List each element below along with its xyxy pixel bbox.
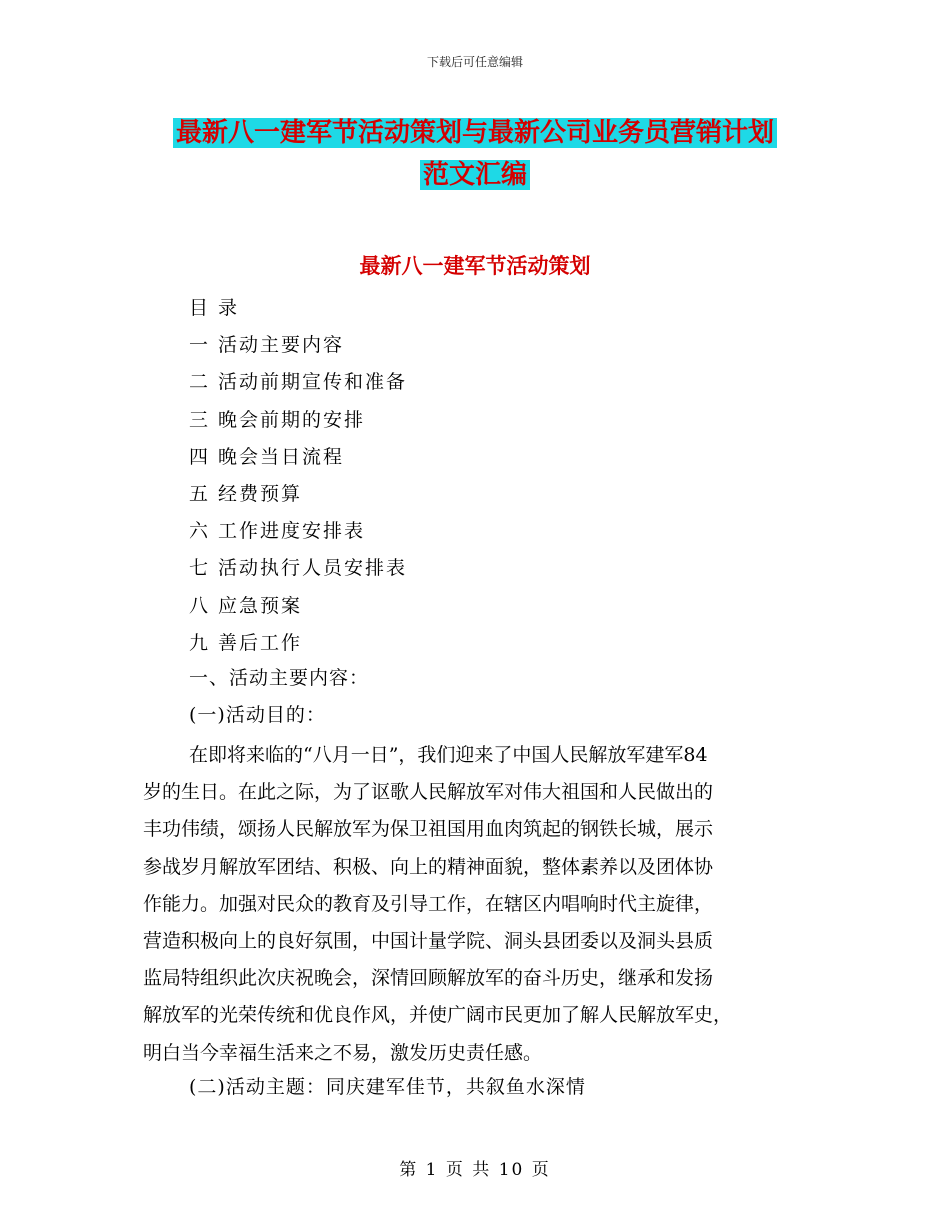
- toc-item: 九 善后工作: [189, 631, 303, 654]
- paragraph-line: 丰功伟绩，颂扬人民解放军为保卫祖国用血肉筑起的钢铁长城，展示: [143, 818, 714, 841]
- paragraph-line: 解放军的光荣传统和优良作风，并使广阔市民更加了解人民解放军史，: [143, 1004, 733, 1027]
- paragraph-line: 监局特组织此次庆祝晚会，深情回顾解放军的奋斗历史，继承和发扬: [143, 967, 714, 990]
- toc-item: 二 活动前期宣传和准备: [189, 371, 408, 394]
- section-title: 最新八一建军节活动策划: [359, 254, 591, 278]
- paragraph-line: 岁的生日。在此之际，为了讴歌人民解放军对伟大祖国和人民做出的: [143, 781, 714, 804]
- paragraph-line: 参战岁月解放军团结、积极、向上的精神面貌，整体素养以及团体协: [143, 855, 714, 878]
- paragraph-line: 营造积极向上的良好氛围，中国计量学院、洞头县团委以及洞头县质: [143, 930, 714, 953]
- toc-item: 八 应急预案: [189, 594, 303, 617]
- title-line-2: 范文汇编: [420, 160, 530, 190]
- paragraph-line: 作能力。加强对民众的教育及引导工作，在辖区内唱响时代主旋律，: [143, 892, 714, 915]
- toc-item: 七 活动执行人员安排表: [189, 557, 408, 580]
- subsection-1-heading: (一)活动目的：: [189, 704, 326, 726]
- body-paragraph: [143, 737, 803, 1072]
- paragraph-line: 明白当今幸福生活来之不易，激发历史责任感。: [143, 1041, 543, 1064]
- toc-heading: 目 录: [189, 297, 240, 319]
- subsection-2-heading: (二)活动主题：同庆建军佳节，共叙鱼水深情: [189, 1076, 586, 1098]
- toc-item: 一 活动主要内容: [189, 334, 345, 357]
- page-header-note: 下载后可任意编辑: [426, 55, 523, 69]
- document-title: [0, 112, 950, 196]
- paragraph-line: 在即将来临的“八月一日”，我们迎来了中国人民解放军建军84: [189, 744, 708, 766]
- toc-item: 五 经费预算: [189, 483, 303, 506]
- section-1-heading: 一、活动主要内容：: [189, 667, 370, 689]
- page-number-footer: 第 1 页 共 10 页: [399, 1160, 551, 1180]
- toc-item: 三 晚会前期的安排: [189, 408, 366, 431]
- toc-item: 六 工作进度安排表: [189, 520, 366, 543]
- table-of-contents: [189, 290, 407, 662]
- title-line-1: 最新八一建军节活动策划与最新公司业务员营销计划: [173, 118, 777, 148]
- toc-item: 四 晚会当日流程: [189, 445, 345, 468]
